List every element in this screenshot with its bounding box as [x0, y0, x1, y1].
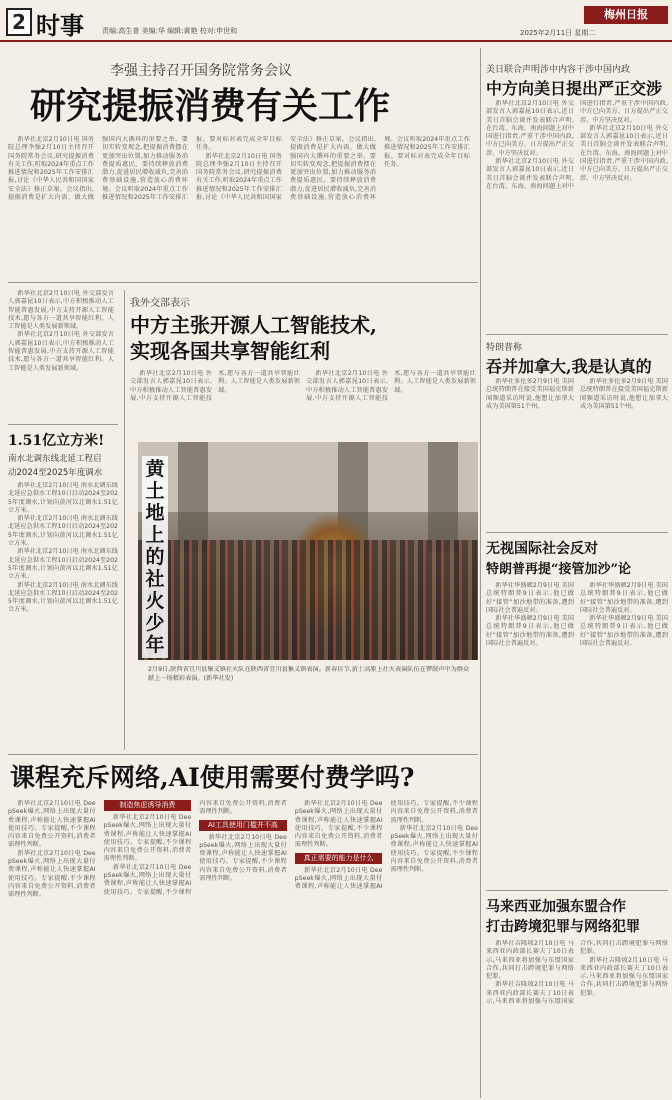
issue-date: 2025年2月11日 星期二 — [520, 29, 596, 37]
section-title: 时事 — [36, 11, 84, 40]
ai-headline-1: 中方主张开源人工智能技术, — [130, 313, 377, 337]
us-body: 新华社北京2月10日电 外交部发言人郭嘉昆10日表示,近日美日首脑会谈并发表联合声明,在台湾、东海、南海问题上对中国进行指责,严重干涉中国内政,中方已向美方、日方提出严正交涉。中方坚决反对。 新华社北京2月10日电 外交部发言人郭嘉昆10日表示,近日美日首脑会谈并发表联合声明,在台湾、东海、南海问题上对中国进行指责,严重干涉中国内政,中方已向美方、日方提出严正交涉。中方坚决反对。 新华社北京2月10日电 外交部发言人郭嘉昆10日表示,近日美日首脑会谈并发表联合声明,在台湾、东海、南海问题上对中国进行指责,严重干涉中国内政,中方已向美方、日方提出严正交涉。中方坚决反对。 — [486, 100, 668, 190]
column-divider — [480, 48, 481, 1098]
page-number: 2 — [6, 8, 32, 36]
malaysia-headline-1: 马来西亚加强东盟合作 — [486, 899, 626, 915]
divider — [486, 532, 668, 533]
us-headline: 中方向美日提出严正交涉 — [486, 79, 663, 98]
editor-credits: 责编:高生普 美编:华 编辑:黄艳 校对:申世和 — [102, 27, 238, 35]
ai-headline-2: 实现各国共享智能红利 — [130, 339, 330, 363]
water-sub-1: 南水北调东线北延工程启 — [8, 454, 102, 464]
newspaper-logo: 梅州日报 — [584, 6, 668, 24]
photo-title: 黄土地上的社火少年 — [142, 456, 168, 658]
ai-kicker: 我外交部表示 — [130, 298, 190, 309]
deepseek-headline: 课程充斥网络,AI使用需要付费学吗? — [10, 763, 415, 792]
ai-body: 新华社北京2月10日电 外交部发言人郭嘉昆10日表示,中方积极推动人工智能普惠发展,中方支持开源人工智能技术,愿与各方一道共享智能红利。人工智能是人类发展新领域。 新华社北京2月10日电 外交部发言人郭嘉昆10日表示,中方积极推动人工智能普惠发展,中方支持开源人工智能技术,愿与各方一道共享智能红利。人工智能是人类发展新领域。 — [130, 370, 476, 402]
canada-headline: 吞并加拿大,我是认真的 — [486, 357, 652, 376]
divider — [486, 890, 668, 891]
lead-headline: 研究提振消费有关工作 — [30, 85, 391, 127]
divider — [8, 424, 118, 425]
us-kicker: 美日联合声明涉中内容干涉中国内政 — [486, 65, 631, 75]
gaza-headline: 无视国际社会反对 — [486, 541, 598, 557]
lead-kicker: 李强主持召开国务院常务会议 — [110, 63, 292, 79]
water-headline: 1.51亿立方米! — [8, 433, 105, 449]
masthead — [0, 0, 672, 40]
deepseek-body: 新华社北京2月10日电 DeepSeek爆火,网络上出现大量付费课程,声称能让人快速掌握AI使用技巧。专家提醒,不少课程内容来自免费公开资料,消费者需理性判断。 新华社北京2月10日电 DeepSeek爆火,网络上出现大量付费课程,声称能让人快速掌握AI使用技巧。专家提醒,不少课程内容来自免费公开资料,消费者需理性判断。 制造焦虑诱导消费 新华社北京2月10日电 DeepSeek爆火,网络上出现大量付费课程,声称能让人快速掌握AI使用技巧。专家提醒,不少课程内容来自免费公开资料,消费者需理性判断。 新华社北京2月10日电 DeepSeek爆火,网络上出现大量付费课程,声称能让人快速掌握AI使用技巧。专家提醒,不少课程内容来自免费公开资料,消费者需理性判断。 AI工具使用门槛并不高 新华社北京2月10日电 DeepSeek爆火,网络上出现大量付费课程,声称能让人快速掌握AI使用技巧。专家提醒,不少课程内容来自免费公开资料,消费者需理性判断。 新华社北京2月10日电 DeepSeek爆火,网络上出现大量付费课程,声称能让人快速掌握AI使用技巧。专家提醒,不少课程内容来自免费公开资料,消费者需理性判断。 真正需要的能力是什么 新华社北京2月10日电 DeepSeek爆火,网络上出现大量付费课程,声称能让人快速掌握AI使用技巧。专家提醒,不少课程内容来自免费公开资料,消费者需理性判断。 新华社北京2月10日电 DeepSeek爆火,网络上出现大量付费课程,声称能让人快速掌握AI使用技巧。专家提醒,不少课程内容来自免费公开资料,消费者需理性判断。 — [8, 800, 478, 899]
left-story-body: 新华社北京2月10日电 外交部发言人郭嘉昆10日表示,中方积极推动人工智能普惠发展,中方支持开源人工智能技术,愿与各方一道共享智能红利。人工智能是人类发展新领域。 新华社北京2月10日电 外交部发言人郭嘉昆10日表示,中方积极推动人工智能普惠发展,中方支持开源人工智能技术,愿与各方一道共享智能红利。人工智能是人类发展新领域。 — [8, 290, 114, 372]
gaza-subheadline: 特朗普再提“接管加沙”论 — [486, 562, 631, 577]
water-sub-2: 动2024至2025年度调水 — [8, 468, 103, 478]
masthead-rule — [0, 40, 672, 42]
deepseek-subhead-3: 真正需要的能力是什么 — [295, 853, 383, 864]
canada-kicker: 特朗普称 — [486, 343, 523, 353]
canada-body: 新华社多伦多2月9日电 美国总统特朗普在接受美国福克斯新闻频道采访时说,他想让加拿大成为美国第51个州。 新华社多伦多2月9日电 美国总统特朗普在接受美国福克斯新闻频道采访时说,他想让加拿大成为美国第51个州。 — [486, 378, 668, 410]
photo-caption: 2月9日,陕西省宜川县集义镇社火队在陕西省宜川县集义镇表演。新春佳节,黄土高原上社火表演队伍在锣鼓声中为群众献上一场精彩表演。(新华社发) — [148, 666, 470, 682]
malaysia-headline-2: 打击跨境犯罪与网络犯罪 — [486, 919, 640, 935]
gaza-body: 新华社华盛顿2月9日电 美国总统特朗普9日表示,他已做好“接管”加沙地带的准备,遭到国际社会普遍反对。 新华社华盛顿2月9日电 美国总统特朗普9日表示,他已做好“接管”加沙地带的准备,遭到国际社会普遍反对。 新华社华盛顿2月9日电 美国总统特朗普9日表示,他已做好“接管”加沙地带的准备,遭到国际社会普遍反对。 新华社华盛顿2月9日电 美国总统特朗普9日表示,他已做好“接管”加沙地带的准备,遭到国际社会普遍反对。 — [486, 582, 668, 648]
photo-shehuo — [138, 442, 478, 660]
lead-body: 新华社北京2月10日电 国务院总理李强2月10日主持召开国务院常务会议,研究提振消费有关工作,听取2024年重点工作推进情况和2025年工作安排汇报,讨论《中华人民共和国国家安全法》修正草案。会议指出,提振消费是扩大内需、做大做强国内大循环的重要之举。要切实转变观念,把提振消费摆在更加突出位置,加力推动服务消费提质惠民。要持续释放消费潜力,促进居民增收减负,完善消费基础设施,营造放心消费环境。会议听取2024年重点工作推进情况和2025年工作安排汇报。要对标对表完成全年目标任务。 新华社北京2月10日电 国务院总理李强2月10日主持召开国务院常务会议,研究提振消费有关工作,听取2024年重点工作推进情况和2025年工作安排汇报,讨论《中华人民共和国国家安全法》修正草案。会议指出,提振消费是扩大内需、做大做强国内大循环的重要之举。要切实转变观念,把提振消费摆在更加突出位置,加力推动服务消费提质惠民。要持续释放消费潜力,促进居民增收减负,完善消费基础设施,营造放心消费环境。会议听取2024年重点工作推进情况和2025年工作安排汇报。要对标对表完成全年目标任务。 — [8, 136, 470, 202]
divider — [486, 334, 668, 335]
water-body: 新华社北京2月10日电 南水北调东线北延应急供水工程10日启动2024至2025年度调水,计划向黄河以北调水1.51亿立方米。 新华社北京2月10日电 南水北调东线北延应急供水工程10日启动2024至2025年度调水,计划向黄河以北调水1.51亿立方米。 新华社北京2月10日电 南水北调东线北延应急供水工程10日启动2024至2025年度调水,计划向黄河以北调水1.51亿立方米。 新华社北京2月10日电 南水北调东线北延应急供水工程10日启动2024至2025年度调水,计划向黄河以北调水1.51亿立方米。 — [8, 482, 118, 614]
divider — [8, 282, 478, 283]
deepseek-subhead-1: 制造焦虑诱导消费 — [104, 800, 192, 811]
malaysia-body: 新华社吉隆坡2月10日电 马来西亚内政部长赛夫丁10日表示,马来西亚将加强与东盟国家合作,共同打击跨境犯罪与网络犯罪。 新华社吉隆坡2月10日电 马来西亚内政部长赛夫丁10日表示,马来西亚将加强与东盟国家合作,共同打击跨境犯罪与网络犯罪。 新华社吉隆坡2月10日电 马来西亚内政部长赛夫丁10日表示,马来西亚将加强与东盟国家合作,共同打击跨境犯罪与网络犯罪。 — [486, 940, 668, 1006]
deepseek-subhead-2: AI工具使用门槛并不高 — [199, 820, 287, 831]
divider — [8, 754, 478, 755]
column-divider — [124, 290, 125, 750]
